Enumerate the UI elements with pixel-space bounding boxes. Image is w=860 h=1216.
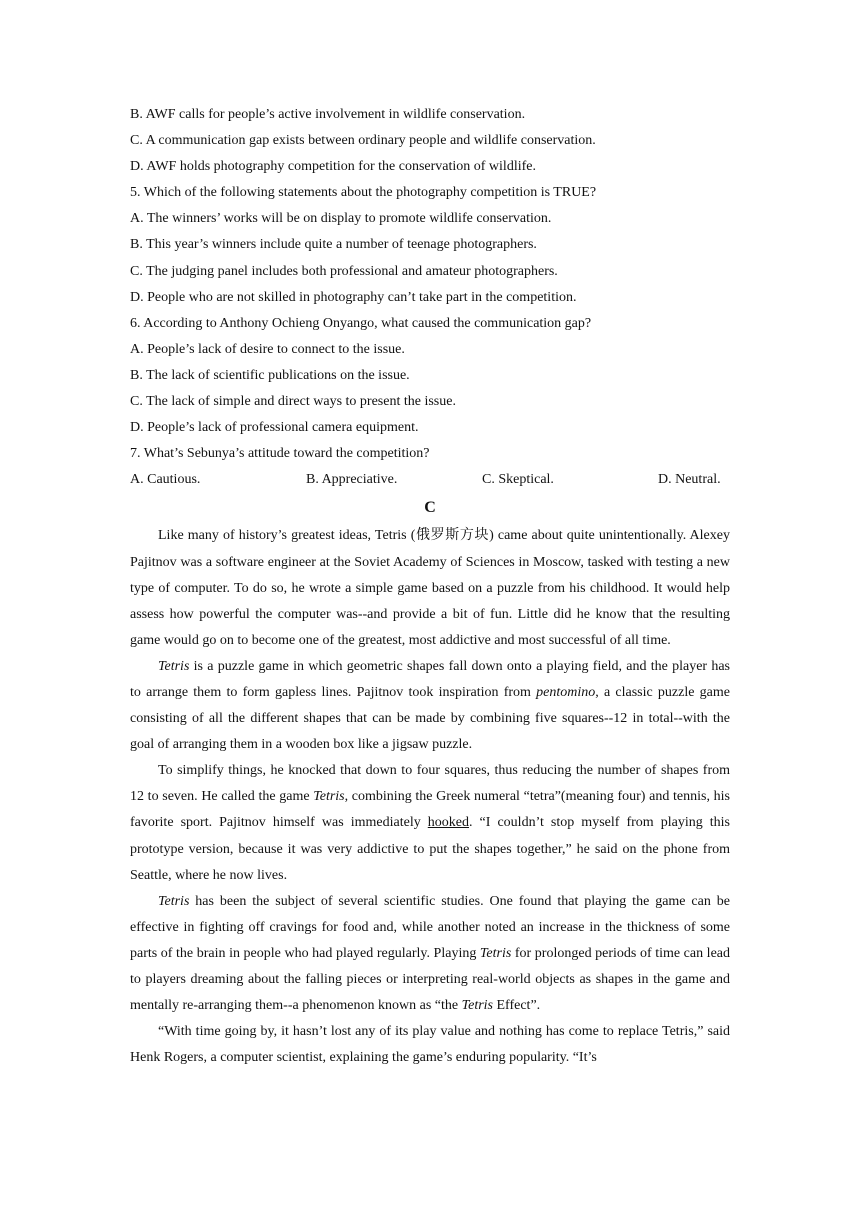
document-content [130, 102, 730, 1071]
paragraph-3 [130, 758, 730, 888]
question-6-option-d: D. People’s lack of professional camera equipment. [130, 420, 419, 436]
question-6-option-a: A. People’s lack of desire to connect to the issue. [130, 341, 405, 357]
question-7-option-c: C. Skeptical. [482, 472, 554, 488]
paragraph-3-text-a: To simplify things, he knocked that down to four squares, thus reducing the number of shapes from 12 to seven. He called the game [130, 763, 730, 805]
question-6-stem: 6. According to Anthony Ochieng Onyango, what caused the communication gap? [130, 315, 592, 331]
paragraph-3-text-b: , combining the Greek numeral “tetra”(meaning four) and tennis, his favorite sport. Pajitnov himself was immediately [130, 789, 730, 831]
paragraph-4-text-b: for prolonged periods of time can lead to players dreaming about the falling pieces or interpreting real-world objects as shapes in the game and mentally re-arranging them--a phenomenon known as “the [130, 945, 730, 1014]
tetris-title: Tetris [158, 658, 190, 674]
question-4-option-d: D. AWF holds photography competition for the conservation of wildlife. [130, 159, 536, 175]
question-5-stem: 5. Which of the following statements about the photography competition is TRUE? [130, 185, 597, 201]
question-5-option-d: D. People who are not skilled in photography can’t take part in the competition. [130, 289, 577, 305]
paragraph-4-text-c: Effect”. [493, 998, 541, 1014]
question-7-options [130, 467, 730, 493]
paragraph-1: Like many of history’s greatest ideas, Tetris (俄罗斯方块) came about quite unintentionally. Alexey Pajitnov was a software engineer at the Soviet Academy of Sciences in Moscow, tasked with testing a new type of computer. To do so, he wrote a simple game based on a puzzle from his childhood. It would help assess how powerful the computer was--and provide a bit of fun. Little did he know that the resulting game would go on to become one of the greatest, most addictive and most successful of all time. [130, 528, 730, 648]
hooked-underlined-word: hooked [427, 815, 469, 831]
tetris-title: Tetris [158, 893, 190, 909]
question-5-option-a: A. The winners’ works will be on display to promote wildlife conservation. [130, 211, 552, 227]
section-c-heading: C [424, 499, 436, 517]
question-6-option-b: B. The lack of scientific publications on the issue. [130, 367, 410, 383]
question-7-option-a: A. Cautious. [130, 472, 201, 488]
paragraph-2-text-b: , a classic puzzle game consisting of all the different shapes that can be made by combining five squares--12 in total--with the goal of arranging them in a wooden box like a jigsaw puzzle. [130, 684, 730, 753]
question-5-option-c: C. The judging panel includes both professional and amateur photographers. [130, 263, 558, 279]
paragraph-2-text-a: is a puzzle game in which geometric shapes fall down onto a playing field, and the player has to arrange them to form gapless lines. Pajitnov took inspiration from [130, 658, 730, 700]
tetris-title: Tetris [313, 789, 345, 805]
question-7-option-b: B. Appreciative. [306, 472, 398, 488]
paragraph-3-text-c: . “I couldn’t stop myself from playing this prototype version, because it was very addictive to put the shapes together,” he said on the phone from Seattle, where he now lives. [130, 815, 731, 883]
question-4-option-b: B. AWF calls for people’s active involvement in wildlife conservation. [130, 107, 526, 122]
question-6-option-c: C. The lack of simple and direct ways to present the issue. [130, 394, 456, 410]
question-4-option-c: C. A communication gap exists between ordinary people and wildlife conservation. [130, 133, 596, 149]
paragraph-2 [130, 654, 730, 758]
question-7-option-d: D. Neutral. [658, 472, 721, 488]
tetris-title: Tetris [479, 945, 512, 961]
tetris-title: Tetris [461, 998, 493, 1014]
paragraph-4-text-a: has been the subject of several scientific studies. One found that playing the game can be effective in fighting off cravings for food and, while another noted an increase in the thickness of some parts of the brain in people who had played regularly. Playing [130, 893, 730, 961]
question-7-stem: 7. What’s Sebunya’s attitude toward the competition? [130, 446, 430, 462]
paragraph-5: “With time going by, it hasn’t lost any of its play value and nothing has come to replace Tetris,” said Henk Rogers, a computer scientist, explaining the game’s enduring popularity. “It’s [130, 1024, 730, 1066]
paragraph-4 [130, 889, 730, 1019]
question-5-option-b: B. This year’s winners include quite a number of teenage photographers. [130, 237, 537, 253]
pentomino-term: pentomino [536, 684, 596, 700]
